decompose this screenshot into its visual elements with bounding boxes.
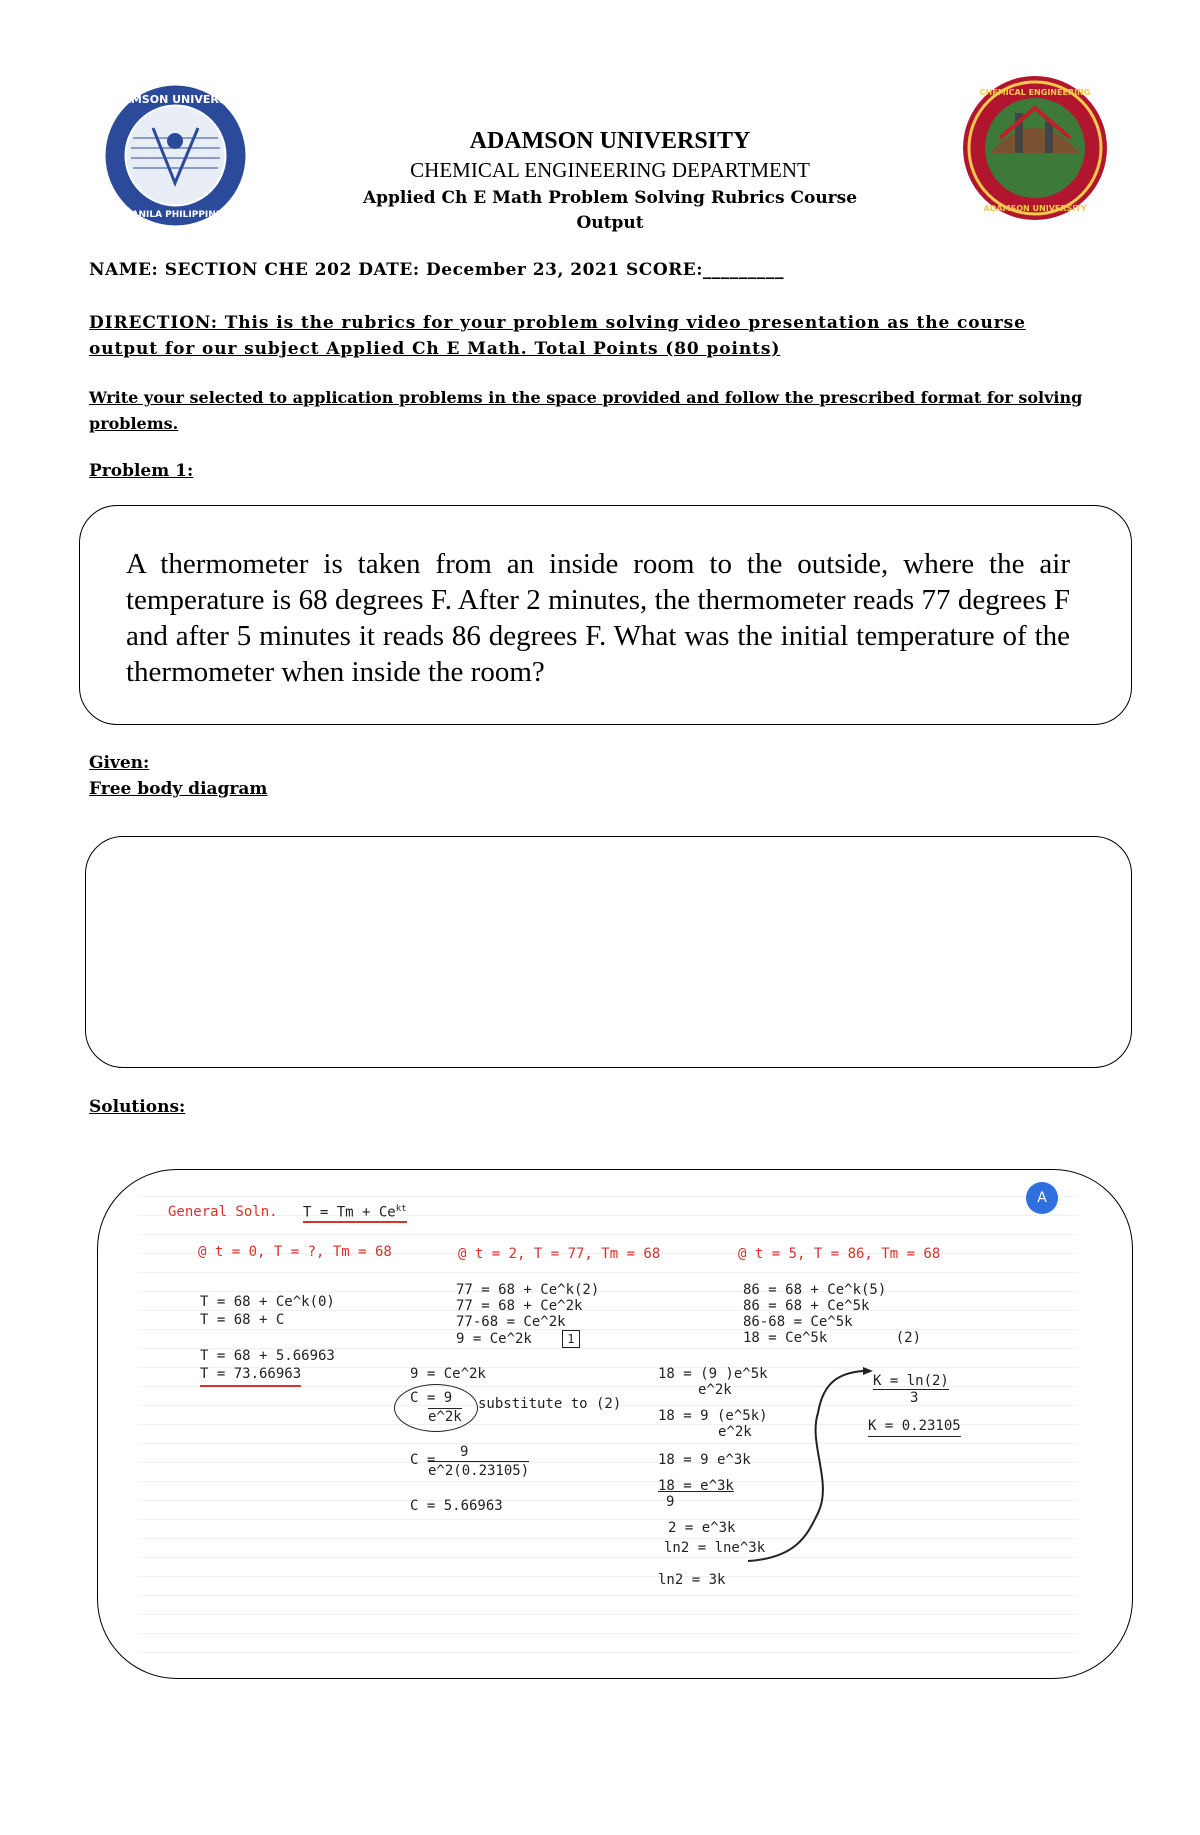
work-line: 18 = (9 )e^5k [658, 1366, 768, 1382]
case-t0-header: @ t = 0, T = ?, Tm = 68 [198, 1244, 392, 1260]
work-line: 86-68 = Ce^5k [743, 1314, 853, 1330]
work-line-answer: T = 73.66963 [200, 1365, 301, 1387]
general-equation-text: T = Tm + Ce [303, 1204, 396, 1221]
fbd-label: Free body diagram [89, 779, 268, 799]
connecting-arrow [738, 1363, 978, 1573]
general-equation [303, 1204, 407, 1223]
k-equation: K = ln(2) [873, 1373, 949, 1389]
problem-label: Problem 1: [89, 461, 194, 481]
given-label: Given: [89, 753, 150, 773]
work-line [200, 1329, 335, 1347]
work-line: e^2k [718, 1424, 752, 1440]
c-denominator: e^2k [428, 1409, 462, 1425]
svg-text:ADAMSON UNIVERSITY: ADAMSON UNIVERSITY [104, 93, 247, 106]
chemical-engineering-department-logo [960, 73, 1110, 223]
svg-text:CHEMICAL ENGINEERING: CHEMICAL ENGINEERING [979, 88, 1091, 97]
work-line [743, 1330, 921, 1346]
svg-text:ADAMSON UNIVERSITY: ADAMSON UNIVERSITY [983, 204, 1087, 213]
c-equals-9: C = 9 [410, 1390, 453, 1406]
work-line: e^2k [698, 1382, 732, 1398]
equation-tag-1: 1 [562, 1330, 579, 1348]
general-solution-label: General Soln. [168, 1204, 278, 1220]
instruction-text [89, 385, 1129, 437]
problem-statement: A thermometer is taken from an inside room to the outside, where the air temperature is 68 degrees F. After 2 minutes, the thermometer reads 77 degrees F and after 5 minutes it reads 86 degrees F. What was the initial temperature of the thermometer when inside the room? [126, 548, 1070, 688]
k-equation-denominator: 3 [910, 1390, 919, 1406]
direction-line-1: DIRECTION: This is the rubrics for your problem solving video presentation as the course [89, 313, 1026, 333]
work-line: 2 = e^3k [668, 1520, 736, 1536]
solutions-label: Solutions: [89, 1097, 186, 1117]
handwritten-notes-image [138, 1178, 1078, 1668]
free-body-diagram-box [85, 836, 1132, 1068]
c-value: C = 5.66963 [410, 1498, 503, 1514]
department-name: CHEMICAL ENGINEERING DEPARTMENT [410, 158, 810, 182]
equation-tag-2: (2) [895, 1330, 922, 1346]
work-line-text: 9 = Ce^2k [456, 1331, 532, 1347]
case-t0-work [200, 1293, 335, 1387]
subtitle-line-1: Applied Ch E Math Problem Solving Rubrics Course [362, 188, 858, 208]
work-line: T = 68 + C [200, 1312, 285, 1328]
svg-text:MANILA PHILIPPINES: MANILA PHILIPPINES [122, 210, 229, 220]
problem-box [79, 505, 1132, 725]
solutions-box [97, 1169, 1133, 1679]
work-line: 77-68 = Ce^2k [456, 1314, 566, 1330]
student-info-line: NAME: SECTION CHE 202 DATE: December 23, 2021 SCORE:_________ [89, 260, 785, 280]
c-fraction-numerator: 9 [460, 1444, 469, 1460]
work-line: 86 = 68 + Ce^k(5) [743, 1282, 887, 1298]
work-line: ln2 = 3k [658, 1572, 726, 1588]
instruction-line-2: problems. [89, 414, 179, 433]
work-line: 18 = 9 (e^5k) [658, 1408, 768, 1424]
instruction-line-1: Write your selected to application problems in the space provided and follow the prescribed format for solving [89, 388, 1083, 407]
work-line: T = 68 + 5.66963 [200, 1348, 335, 1364]
case-t5-work [743, 1282, 921, 1346]
work-line-text: 18 = Ce^5k [743, 1330, 828, 1346]
university-name: ADAMSON UNIVERSITY [469, 128, 751, 154]
work-line: 77 = 68 + Ce^2k [456, 1298, 583, 1314]
general-equation-exponent: kt [395, 1204, 407, 1214]
substitute-note: substitute to (2) [478, 1396, 622, 1412]
work-line: 18 = 9 e^3k [658, 1452, 751, 1468]
adamson-university-logo [103, 83, 248, 228]
work-line: 18 = e^3k [658, 1478, 734, 1494]
direction-line-2: output for our subject Applied Ch E Math. Total Points (80 points) [89, 339, 781, 359]
case-t2-work [456, 1282, 599, 1348]
c-fraction-denominator: e^2(0.23105) [428, 1463, 530, 1479]
work-line: ln2 = lne^3k [664, 1540, 766, 1556]
avatar: A [1026, 1182, 1058, 1214]
work-line [456, 1330, 599, 1348]
work-line: T = 68 + Ce^k(0) [200, 1294, 335, 1310]
work-line: 86 = 68 + Ce^5k [743, 1298, 870, 1314]
case-t2-header: @ t = 2, T = 77, Tm = 68 [458, 1246, 661, 1262]
subtitle-line-2: Output [576, 213, 644, 233]
course-subtitle [340, 186, 880, 236]
direction-text [89, 310, 1119, 362]
c-equals-fraction: C = [410, 1452, 436, 1468]
work-line: 77 = 68 + Ce^k(2) [456, 1282, 600, 1298]
work-line: 9 [666, 1494, 675, 1510]
k-value: K = 0.23105 [868, 1418, 961, 1437]
case-t5-header: @ t = 5, T = 86, Tm = 68 [738, 1246, 941, 1262]
solve-c-line-1: 9 = Ce^2k [410, 1366, 486, 1382]
